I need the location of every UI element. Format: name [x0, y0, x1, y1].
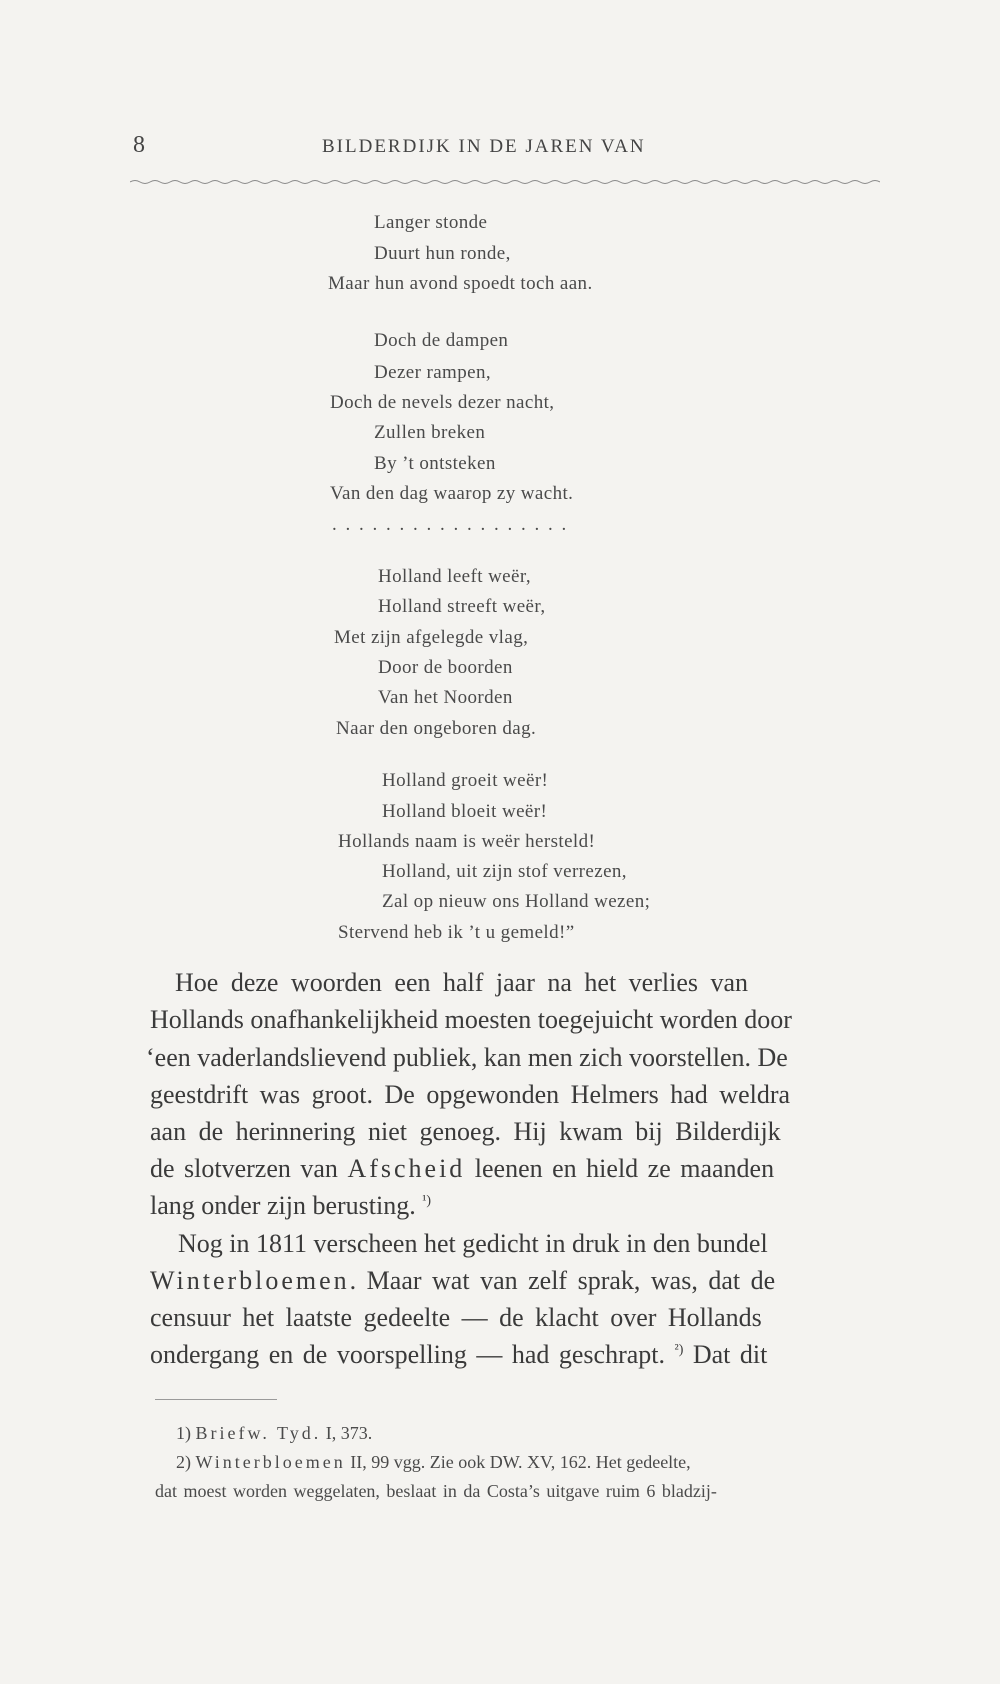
footnote-source: Briefw. Tyd. — [195, 1423, 322, 1443]
poem-line: Van het Noorden — [378, 687, 513, 708]
footnote — [176, 1452, 691, 1473]
poem-line: Doch de dampen — [374, 330, 509, 351]
footnote-ref: ²) — [674, 1342, 684, 1358]
title-emphasis: Afscheid — [347, 1154, 466, 1183]
footnote-divider — [155, 1399, 277, 1400]
prose-line — [150, 1266, 900, 1296]
prose-line — [150, 1154, 900, 1184]
poem-line: Door de boorden — [378, 657, 513, 678]
prose-line: Nog in 1811 verscheen het gedicht in druk in den bundel — [178, 1229, 768, 1258]
ornamental-rule — [130, 178, 880, 186]
prose-line: geestdrift was groot. De opgewonden Helmers had weldra — [150, 1080, 791, 1109]
poem-line: Duurt hun ronde, — [374, 243, 511, 264]
footnote — [176, 1423, 372, 1444]
prose-line — [150, 1191, 900, 1221]
poem-line: Naar den ongeboren dag. — [336, 718, 537, 739]
poem-line: Met zijn afgelegde vlag, — [334, 627, 529, 648]
poem-line: Doch de nevels dezer nacht, — [330, 392, 555, 413]
poem-line: Hollands naam is weër hersteld! — [338, 831, 596, 852]
poem-line: Holland groeit weër! — [382, 770, 549, 791]
poem-line: Holland bloeit weër! — [382, 801, 548, 822]
poem-line: Stervend heb ik ’t u gemeld!” — [338, 922, 575, 943]
prose-line: aan de herinnering niet genoeg. Hij kwam bij Bilderdijk — [150, 1117, 781, 1146]
prose-text: lang onder zijn berusting. — [150, 1191, 423, 1220]
prose-line: Hollands onafhankelijkheid moesten toegejuicht worden door — [150, 1005, 792, 1034]
footnote-continuation: dat moest worden weggelaten, beslaat in da Costa’s uitgave ruim 6 bladzij- — [155, 1481, 717, 1501]
footnote-mark: 2) — [176, 1452, 191, 1472]
footnote-text: II, 99 vgg. Zie ook DW. XV, 162. Het gedeelte, — [345, 1452, 691, 1472]
page-number: 8 — [133, 132, 145, 158]
prose-text: leenen en hield ze maanden — [465, 1154, 775, 1183]
page-header — [0, 132, 1000, 172]
footnote-mark: 1) — [176, 1423, 191, 1443]
prose-line — [150, 1340, 900, 1370]
poem-line: Van den dag waarop zy wacht. — [330, 483, 574, 504]
prose-line: ‘een vaderlandslievend publiek, kan men zich voorstellen. De — [146, 1043, 788, 1072]
prose-text: Dat dit — [683, 1340, 768, 1369]
poem-line: Zal op nieuw ons Holland wezen; — [382, 891, 651, 912]
footnote-text: I, 373. — [321, 1423, 373, 1443]
poem-line: Dezer rampen, — [374, 362, 492, 383]
poem-line: Holland, uit zijn stof verrezen, — [382, 861, 627, 882]
poem-ellipsis: . . . . . . . . . . . . . . . . . . — [332, 514, 569, 535]
poem-line: Maar hun avond spoedt toch aan. — [328, 273, 593, 294]
prose-text: . Maar wat van zelf sprak, was, dat de — [349, 1266, 776, 1295]
poem-line: Holland leeft weër, — [378, 566, 531, 587]
poem-line: Langer stonde — [374, 212, 488, 233]
poem-line: Holland streeft weër, — [378, 596, 546, 617]
prose-line: Hoe deze woorden een half jaar na het verlies van — [175, 968, 749, 997]
title-emphasis: Winterbloemen — [150, 1266, 350, 1295]
prose-line: censuur het laatste gedeelte — de klacht over Hollands — [150, 1303, 762, 1332]
footnote-ref: ¹) — [422, 1193, 432, 1209]
running-head: BILDERDIJK IN DE JAREN VAN — [322, 136, 646, 157]
footnote-source: Winterbloemen — [195, 1452, 346, 1472]
prose-text: ondergang en de voorspelling — had geschrapt. — [150, 1340, 675, 1369]
prose-text: de slotverzen van — [150, 1154, 348, 1183]
poem-line: By ’t ontsteken — [374, 453, 496, 474]
poem-line: Zullen breken — [374, 422, 486, 443]
